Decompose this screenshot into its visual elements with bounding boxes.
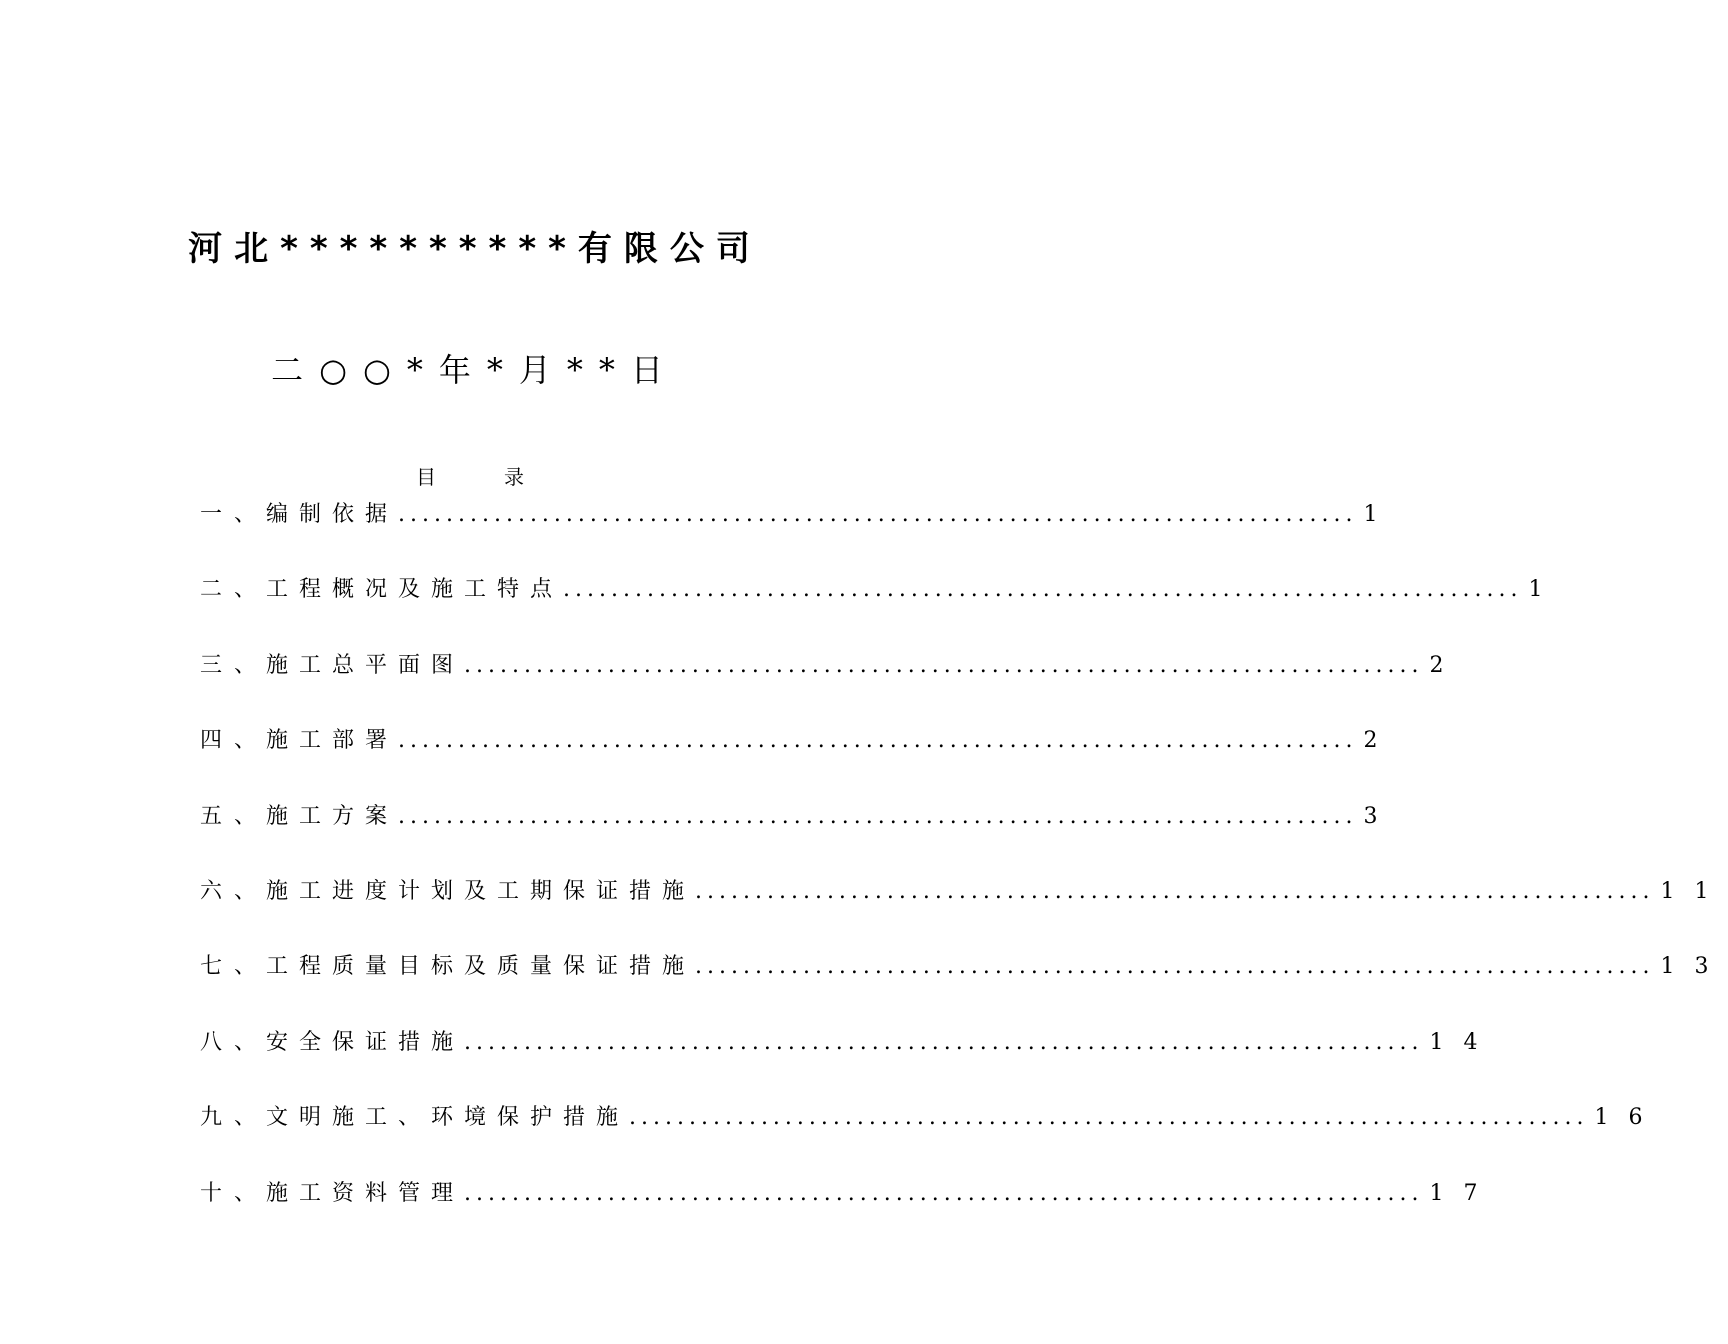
toc-item[interactable] bbox=[200, 799, 1398, 874]
toc-dot-leader: ................................................................................ bbox=[398, 502, 1358, 527]
document-date: 二○○*年*月**日 bbox=[271, 351, 679, 389]
toc-dot-leader: ................................................................................ bbox=[695, 878, 1655, 904]
toc-item-title: 安全保证措施 bbox=[266, 1029, 465, 1055]
toc-item-number: 三、 bbox=[200, 652, 269, 678]
table-of-contents bbox=[200, 497, 1728, 1251]
toc-dot-leader: ................................................................................ bbox=[464, 1180, 1424, 1206]
toc-item-title: 编制依据 bbox=[266, 502, 399, 527]
toc-item-title: 施工资料管理 bbox=[266, 1180, 465, 1206]
toc-title: 目录 bbox=[416, 465, 592, 489]
toc-item[interactable] bbox=[200, 497, 1398, 572]
toc-item-page: 16 bbox=[1594, 1105, 1663, 1131]
toc-item-number: 四、 bbox=[200, 728, 269, 754]
toc-item-number: 二、 bbox=[200, 577, 269, 603]
company-name: 河北**********有限公司 bbox=[188, 229, 762, 269]
toc-dot-leader: ................................................................................ bbox=[464, 1029, 1424, 1055]
toc-item[interactable] bbox=[200, 874, 1728, 949]
toc-dot-leader: ................................................................................ bbox=[629, 1105, 1589, 1131]
toc-item-number: 一、 bbox=[200, 502, 269, 527]
toc-item[interactable] bbox=[200, 648, 1464, 723]
toc-item[interactable] bbox=[200, 1100, 1663, 1175]
toc-item-page: 1 bbox=[1528, 577, 1563, 603]
toc-item-page: 14 bbox=[1429, 1029, 1498, 1055]
toc-dot-leader: ................................................................................ bbox=[563, 577, 1523, 603]
toc-item-page: 11 bbox=[1660, 878, 1728, 904]
toc-dot-leader: ................................................................................ bbox=[398, 803, 1358, 829]
toc-dot-leader: ................................................................................ bbox=[695, 954, 1655, 980]
toc-item-number: 十、 bbox=[200, 1180, 269, 1206]
toc-item-number: 八、 bbox=[200, 1029, 269, 1055]
toc-item-number: 六、 bbox=[200, 878, 269, 904]
toc-dot-leader: ................................................................................ bbox=[398, 728, 1358, 754]
toc-item-title: 施工进度计划及工期保证措施 bbox=[266, 878, 696, 904]
toc-item-page: 3 bbox=[1363, 803, 1398, 829]
toc-item-page: 2 bbox=[1429, 652, 1464, 678]
toc-dot-leader: ................................................................................ bbox=[464, 652, 1424, 678]
toc-item[interactable] bbox=[200, 1025, 1498, 1100]
toc-item-title: 施工总平面图 bbox=[266, 652, 465, 678]
toc-item-number: 五、 bbox=[200, 803, 269, 829]
toc-item-title: 施工部署 bbox=[266, 728, 399, 754]
toc-item-title: 工程概况及施工特点 bbox=[266, 577, 564, 603]
toc-item[interactable] bbox=[200, 723, 1398, 798]
toc-item-title: 工程质量目标及质量保证措施 bbox=[266, 954, 696, 980]
toc-item-title: 施工方案 bbox=[266, 803, 399, 829]
toc-item[interactable] bbox=[200, 949, 1728, 1024]
toc-item-page: 1 bbox=[1363, 502, 1398, 527]
toc-item-page: 17 bbox=[1429, 1180, 1498, 1206]
toc-item[interactable] bbox=[200, 1176, 1498, 1251]
toc-item-page: 2 bbox=[1363, 728, 1398, 754]
toc-item-number: 九、 bbox=[200, 1105, 269, 1131]
toc-item-number: 七、 bbox=[200, 954, 269, 980]
toc-item[interactable] bbox=[200, 572, 1563, 647]
toc-item-title: 文明施工、环境保护措施 bbox=[266, 1105, 630, 1131]
toc-item-page: 13 bbox=[1660, 954, 1728, 980]
